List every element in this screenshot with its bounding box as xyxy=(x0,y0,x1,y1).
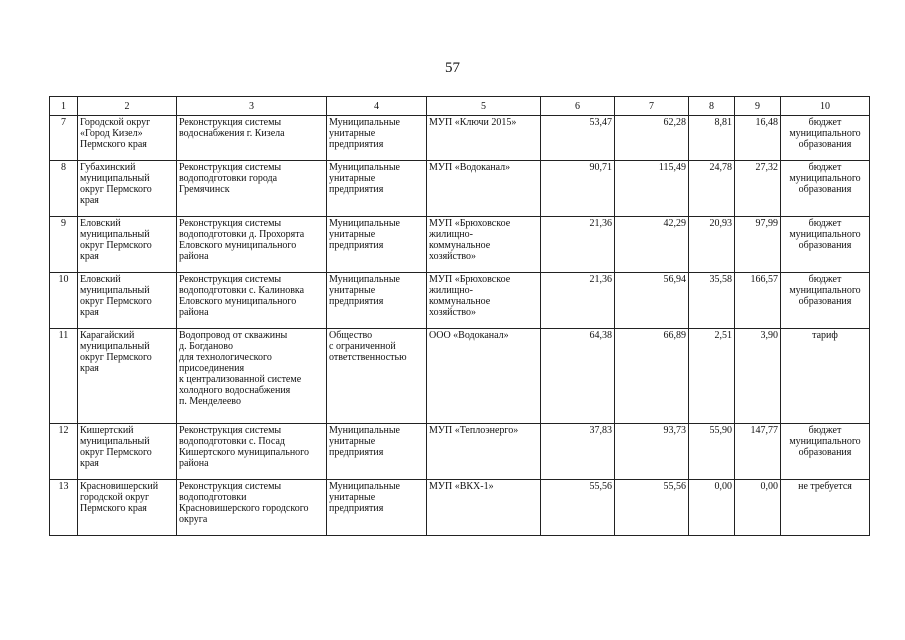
value-col9: 3,90 xyxy=(735,329,781,424)
value-col8: 8,81 xyxy=(689,116,735,161)
table-row xyxy=(50,480,870,536)
table-row xyxy=(50,116,870,161)
funding-text: бюджет муниципального образования xyxy=(789,274,861,307)
value-col9: 0,00 xyxy=(735,480,781,536)
value-col9: 97,99 xyxy=(735,217,781,273)
column-header-9: 9 xyxy=(735,97,781,116)
organization-cell xyxy=(427,424,541,480)
organization-cell xyxy=(427,329,541,424)
table-row xyxy=(50,217,870,273)
data-table xyxy=(49,96,870,536)
organization-text: МУП «Брюховское жилищно- коммунальное хозяйство» xyxy=(429,274,511,318)
type-text: Муниципальные унитарные предприятия xyxy=(329,117,400,150)
value-col8: 24,78 xyxy=(689,161,735,217)
organization-cell xyxy=(427,273,541,329)
value-col6: 53,47 xyxy=(541,116,615,161)
value-col6: 64,38 xyxy=(541,329,615,424)
column-header-6: 6 xyxy=(541,97,615,116)
value-col6: 21,36 xyxy=(541,273,615,329)
object-cell xyxy=(177,480,327,536)
territory-text: Еловский муниципальный округ Пермского края xyxy=(80,274,152,318)
funding-text: не требуется xyxy=(798,481,852,492)
funding-cell xyxy=(781,329,870,424)
organization-text: МУП «Теплоэнерго» xyxy=(429,425,519,436)
type-cell xyxy=(327,329,427,424)
row-number: 9 xyxy=(50,217,78,273)
funding-text: бюджет муниципального образования xyxy=(789,162,861,195)
funding-text: бюджет муниципального образования xyxy=(789,218,861,251)
value-col6: 55,56 xyxy=(541,480,615,536)
territory-text: Кишертский муниципальный округ Пермского края xyxy=(80,425,152,469)
column-header-8: 8 xyxy=(689,97,735,116)
value-col7: 55,56 xyxy=(615,480,689,536)
column-header-10: 10 xyxy=(781,97,870,116)
object-text: Водопровод от скважины д. Богданово для технологического присоединения к централизованной системе холодного водоснабжения п. Менделеево xyxy=(179,330,302,407)
organization-cell xyxy=(427,480,541,536)
row-number: 10 xyxy=(50,273,78,329)
funding-cell xyxy=(781,424,870,480)
type-cell xyxy=(327,161,427,217)
territory-cell xyxy=(78,424,177,480)
territory-cell xyxy=(78,480,177,536)
object-cell xyxy=(177,217,327,273)
type-text: Муниципальные унитарные предприятия xyxy=(329,162,400,195)
territory-cell xyxy=(78,273,177,329)
value-col7: 56,94 xyxy=(615,273,689,329)
table-row xyxy=(50,273,870,329)
column-header-4: 4 xyxy=(327,97,427,116)
value-col7: 93,73 xyxy=(615,424,689,480)
territory-text: Карагайский муниципальный округ Пермского края xyxy=(80,330,152,374)
territory-cell xyxy=(78,217,177,273)
value-col6: 90,71 xyxy=(541,161,615,217)
column-header-3: 3 xyxy=(177,97,327,116)
page-number: 57 xyxy=(445,60,460,76)
value-col6: 21,36 xyxy=(541,217,615,273)
value-col8: 55,90 xyxy=(689,424,735,480)
row-number: 11 xyxy=(50,329,78,424)
type-text: Общество с ограниченной ответственностью xyxy=(329,330,407,363)
object-text: Реконструкция системы водоподготовки д. Прохорята Еловского муниципального района xyxy=(179,218,305,262)
object-text: Реконструкция системы водоподготовки с. Калиновка Еловского муниципального района xyxy=(179,274,305,318)
value-col6: 37,83 xyxy=(541,424,615,480)
territory-text: Городской округ «Город Кизел» Пермского края xyxy=(80,117,151,150)
territory-text: Красновишерский городской округ Пермского края xyxy=(80,481,159,514)
value-col9: 27,32 xyxy=(735,161,781,217)
value-col8: 2,51 xyxy=(689,329,735,424)
organization-text: МУП «ВКХ-1» xyxy=(429,481,494,492)
value-col9: 16,48 xyxy=(735,116,781,161)
table-row xyxy=(50,161,870,217)
funding-cell xyxy=(781,217,870,273)
object-cell xyxy=(177,273,327,329)
type-cell xyxy=(327,116,427,161)
value-col8: 0,00 xyxy=(689,480,735,536)
object-text: Реконструкция системы водоснабжения г. Кизела xyxy=(179,117,285,139)
territory-cell xyxy=(78,161,177,217)
value-col8: 35,58 xyxy=(689,273,735,329)
column-header-2: 2 xyxy=(78,97,177,116)
value-col9: 147,77 xyxy=(735,424,781,480)
type-cell xyxy=(327,480,427,536)
value-col7: 66,89 xyxy=(615,329,689,424)
row-number: 12 xyxy=(50,424,78,480)
territory-cell xyxy=(78,116,177,161)
column-header-1: 1 xyxy=(50,97,78,116)
type-text: Муниципальные унитарные предприятия xyxy=(329,218,400,251)
type-cell xyxy=(327,217,427,273)
header-row xyxy=(50,97,870,116)
value-col8: 20,93 xyxy=(689,217,735,273)
object-text: Реконструкция системы водоподготовки города Гремячинск xyxy=(179,162,282,195)
object-cell xyxy=(177,161,327,217)
territory-text: Губахинский муниципальный округ Пермского края xyxy=(80,162,152,206)
object-cell xyxy=(177,424,327,480)
row-number: 8 xyxy=(50,161,78,217)
row-number: 7 xyxy=(50,116,78,161)
type-text: Муниципальные унитарные предприятия xyxy=(329,274,400,307)
value-col7: 62,28 xyxy=(615,116,689,161)
funding-text: тариф xyxy=(812,330,838,341)
column-header-7: 7 xyxy=(615,97,689,116)
territory-cell xyxy=(78,329,177,424)
type-cell xyxy=(327,273,427,329)
funding-text: бюджет муниципального образования xyxy=(789,425,861,458)
organization-text: МУП «Водоканал» xyxy=(429,162,511,173)
object-cell xyxy=(177,329,327,424)
funding-text: бюджет муниципального образования xyxy=(789,117,861,150)
funding-cell xyxy=(781,116,870,161)
object-cell xyxy=(177,116,327,161)
value-col9: 166,57 xyxy=(735,273,781,329)
organization-cell xyxy=(427,217,541,273)
row-number: 13 xyxy=(50,480,78,536)
column-header-5: 5 xyxy=(427,97,541,116)
organization-cell xyxy=(427,161,541,217)
object-text: Реконструкция системы водоподготовки Красновишерского городского округа xyxy=(179,481,309,525)
organization-text: МУП «Ключи 2015» xyxy=(429,117,517,128)
type-text: Муниципальные унитарные предприятия xyxy=(329,481,400,514)
funding-cell xyxy=(781,161,870,217)
table-row xyxy=(50,424,870,480)
organization-cell xyxy=(427,116,541,161)
organization-text: ООО «Водоканал» xyxy=(429,330,509,341)
value-col7: 115,49 xyxy=(615,161,689,217)
table-row xyxy=(50,329,870,424)
territory-text: Еловский муниципальный округ Пермского края xyxy=(80,218,152,262)
object-text: Реконструкция системы водоподготовки с. Посад Кишертского муниципального района xyxy=(179,425,310,469)
funding-cell xyxy=(781,273,870,329)
organization-text: МУП «Брюховское жилищно- коммунальное хозяйство» xyxy=(429,218,511,262)
type-text: Муниципальные унитарные предприятия xyxy=(329,425,400,458)
type-cell xyxy=(327,424,427,480)
value-col7: 42,29 xyxy=(615,217,689,273)
funding-cell xyxy=(781,480,870,536)
